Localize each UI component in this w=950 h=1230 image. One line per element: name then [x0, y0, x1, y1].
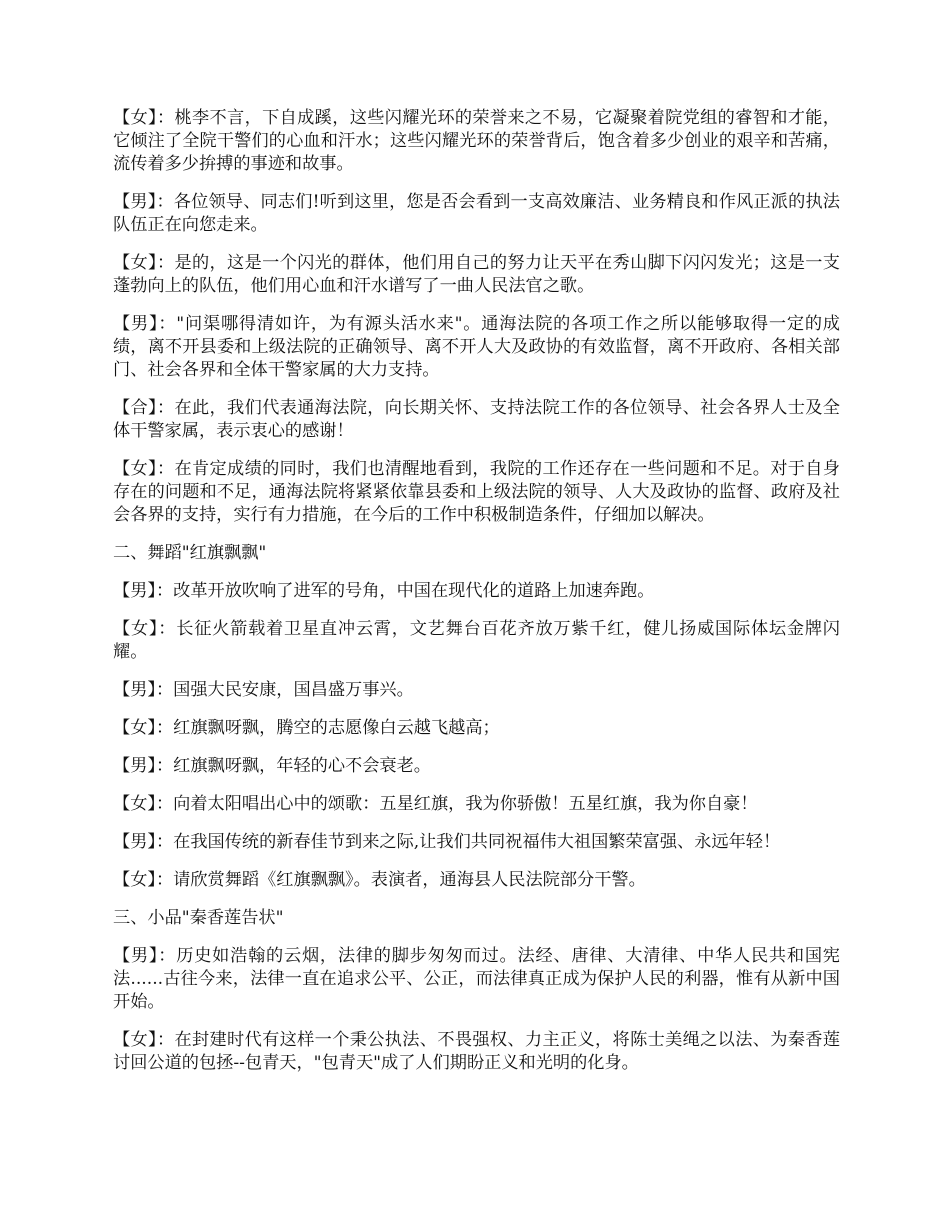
dialogue-paragraph: 【合】：在此，我们代表通海法院，向长期关怀、支持法院工作的各位领导、社会各界人士及全体干警家属，表示衷心的感谢！	[113, 398, 840, 441]
dialogue-paragraph: 【女】：红旗飘呀飘，腾空的志愿像白云越飞越高；	[113, 718, 500, 738]
document-body	[113, 107, 840, 1090]
dialogue-paragraph: 【男】："问渠哪得清如许，为有源头活水来"。通海法院的各项工作之所以能够取得一定的成绩，离不开县委和上级法院的正确领导、离不开人大及政协的有效监督，离不开政府、各相关部门、社会各界和全体干警家属的大力支持。	[113, 314, 840, 380]
dialogue-paragraph: 【女】：是的，这是一个闪光的群体，他们用自己的努力让天平在秀山脚下闪闪发光；这是一支蓬勃向上的队伍，他们用心血和汗水谱写了一曲人民法官之歌。	[113, 253, 840, 296]
dialogue-paragraph: 【女】：桃李不言，下自成蹊，这些闪耀光环的荣誉来之不易，它凝聚着院党组的睿智和才能，它倾注了全院干警们的心血和汗水；这些闪耀光环的荣誉背后，饱含着多少创业的艰辛和苦痛，流传着多少拚搏的事迹和故事。	[113, 108, 840, 174]
dialogue-paragraph: 【女】：在封建时代有这样一个秉公执法、不畏强权、力主正义，将陈士美绳之以法、为秦香莲讨回公道的包拯--包青天，"包青天"成了人们期盼正义和光明的化身。	[113, 1030, 840, 1073]
dialogue-paragraph: 【男】：改革开放吹响了进军的号角，中国在现代化的道路上加速奔跑。	[113, 581, 655, 601]
dialogue-paragraph: 【男】：国强大民安康，国昌盛万事兴。	[113, 680, 414, 700]
section-heading: 二、舞蹈"红旗飘飘"	[113, 543, 267, 563]
dialogue-paragraph: 【女】：在肯定成绩的同时，我们也清醒地看到，我院的工作还存在一些问题和不足。对于自身存在的问题和不足，通海法院将紧紧依靠县委和上级法院的领导、人大及政协的监督、政府及社会各界的支持，实行有力措施，在今后的工作中积极制造条件，仔细加以解决。	[113, 459, 840, 525]
dialogue-paragraph: 【男】：红旗飘呀飘，年轻的心不会衰老。	[113, 756, 431, 776]
dialogue-paragraph: 【女】：向着太阳唱出心中的颂歌：五星红旗，我为你骄傲！五星红旗，我为你自豪！	[113, 794, 758, 814]
dialogue-paragraph: 【男】：各位领导、同志们!听到这里，您是否会看到一支高效廉洁、业务精良和作风正派的执法队伍正在向您走来。	[113, 192, 840, 235]
dialogue-paragraph: 【男】：历史如浩翰的云烟，法律的脚步匆匆而过。法经、唐律、大清律、中华人民共和国宪法......古往今来，法律一直在追求公平、公正，而法律真正成为保护人民的利器，惟有从新中国开始。	[113, 946, 840, 1012]
dialogue-paragraph: 【女】：请欣赏舞蹈《红旗飘飘》。表演者，通海县人民法院部分干警。	[113, 870, 646, 890]
dialogue-paragraph: 【男】：在我国传统的新春佳节到来之际,让我们共同祝福伟大祖国繁荣富强、永远年轻！	[113, 832, 781, 852]
dialogue-paragraph: 【女】：长征火箭载着卫星直冲云霄，文艺舞台百花齐放万紫千红，健儿扬威国际体坛金牌闪耀。	[113, 619, 840, 662]
section-heading: 三、小品"秦香莲告状"	[113, 908, 284, 928]
